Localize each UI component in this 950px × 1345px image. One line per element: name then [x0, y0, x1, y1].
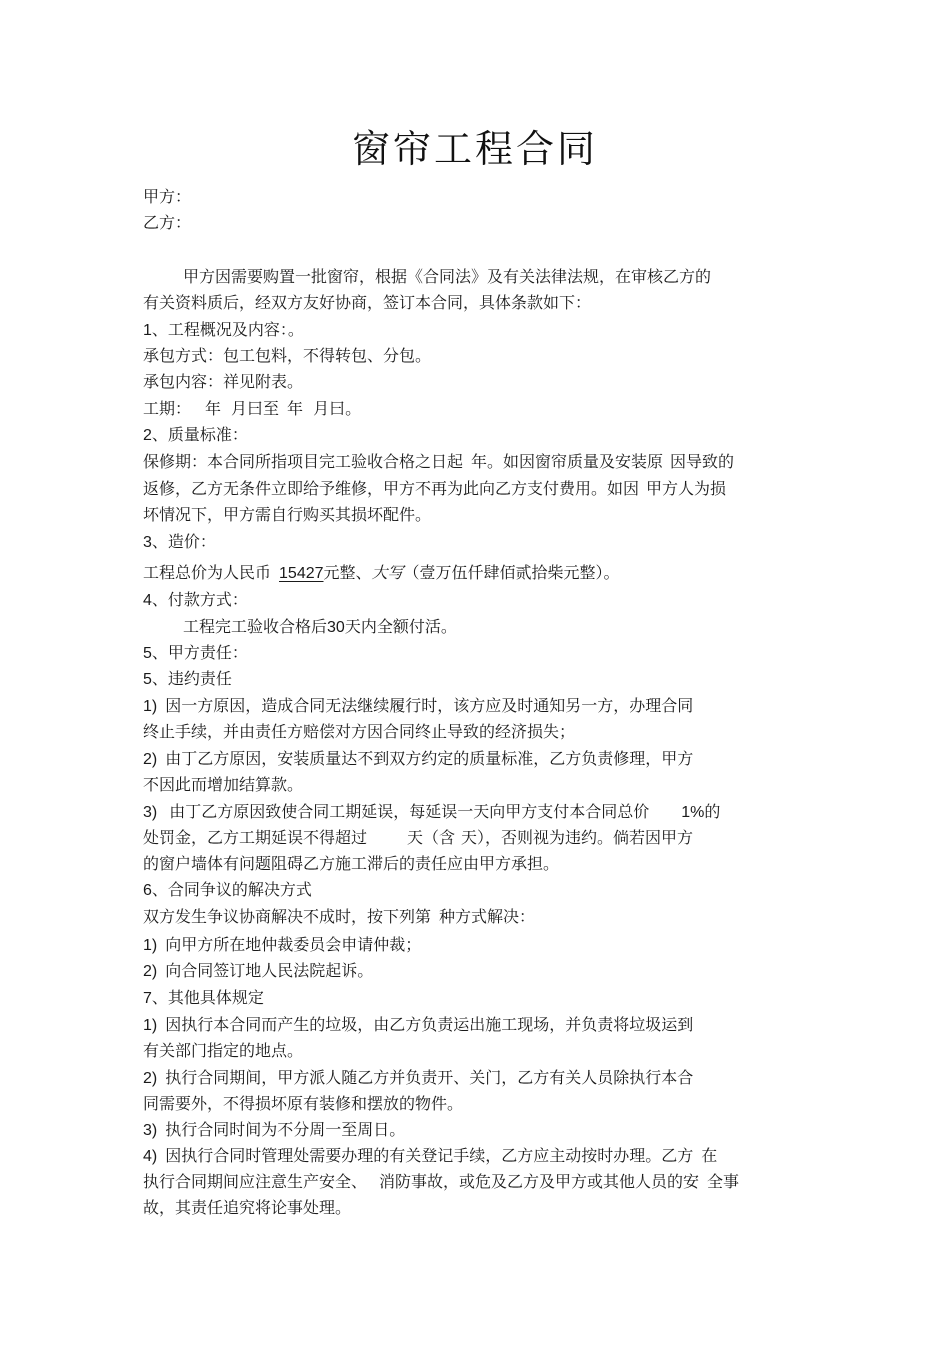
warranty-line-3: 坏情况下，甲方需自行购买其损坏配件。 [143, 505, 432, 524]
contract-content-line: 承包内容：祥见附表。 [143, 372, 304, 391]
rule-3-line: 3) 执行合同时间为不分周一至周日。 [143, 1120, 406, 1139]
section-3-heading: 3、造价： [143, 532, 216, 551]
rule-4-line-1: 4) 因执行合同时管理处需要办理的有关登记手续，乙方应主动按时办理。乙方 在 [143, 1146, 718, 1165]
intro-line-2: 有关资料质后，经双方友好协商，签订本合同，具体条款如下： [143, 293, 592, 312]
intro-line-1: 甲方因需要购置一批窗帘，根据《合同法》及有关法律法规，在审核乙方的 [183, 267, 712, 286]
section-2-heading: 2、质量标准： [143, 425, 248, 444]
breach-item-3-line-1: 3) 由丁乙方原因致使合同工期延误，每延误一天向甲方支付本合同总价 1%的 [143, 802, 721, 821]
contract-mode-line: 承包方式：包工包料，不得转包、分包。 [143, 346, 432, 365]
rule-2-line-1: 2) 执行合同期间，甲方派人随乙方并负责开、关门，乙方有关人员除执行本合 [143, 1068, 694, 1087]
section-7-heading: 7、其他具体规定 [143, 988, 264, 1007]
breach-item-2-line-2: 不因此而增加结算款。 [143, 775, 304, 794]
warranty-line-2: 返修，乙方无条件立即给予维修，甲方不再为此向乙方支付费用。如因 甲方人为损 [143, 479, 727, 498]
section-6-heading: 6、合同争议的解决方式 [143, 880, 312, 899]
party-b-line: 乙方： [143, 213, 192, 232]
rule-4-line-2: 执行合同期间应注意生产安全、 消防事故，或危及乙方及甲方或其他人员的安 全事 [143, 1172, 740, 1191]
dispute-option-1: 1) 向甲方所在地仲裁委员会申请仲裁； [143, 935, 422, 954]
party-a-line: 甲方： [143, 187, 192, 206]
payment-terms-line: 工程完工验收合格后30天内全额付活。 [183, 617, 457, 636]
total-price-value: 15427 [279, 565, 324, 582]
rule-1-line-2: 有关部门指定的地点。 [143, 1041, 304, 1060]
breach-item-2-line-1: 2) 由丁乙方原因，安装质量达不到双方约定的质量标准，乙方负责修理，甲方 [143, 749, 694, 768]
section-5a-heading: 5、甲方责任： [143, 643, 248, 662]
breach-item-1-line-1: 1) 因一方原因，造成合同无法继续履行时，该方应及时通知另一方，办理合同 [143, 696, 694, 715]
rule-4-line-3: 故，其责任追究将论事处理。 [143, 1198, 352, 1217]
construction-period-line: 工期： 年 月曰至 年 月曰。 [143, 399, 362, 418]
breach-item-3-line-2: 处罚金，乙方工期延误不得超过 天（含 天），否则视为违约。倘若因甲方 [143, 828, 694, 847]
section-5b-heading: 5、违约责任 [143, 669, 232, 688]
dispute-option-2: 2) 向合同签订地人民法院起诉。 [143, 961, 374, 980]
dispute-intro-line: 双方发生争议协商解决不成时，按下列第 种方式解决： [143, 907, 536, 926]
section-1-heading: 1、工程概况及内容：。 [143, 320, 304, 339]
breach-item-3-line-3: 的窗户墙体有问题阻碍乙方施工滞后的责任应由甲方承担。 [143, 854, 560, 873]
warranty-line-1: 保修期：本合同所指项目完工验收合格之日起 年。如因窗帘质量及安装原 因导致的 [143, 452, 735, 471]
total-price-line: 工程总价为人民币 15427元整、大写（壹万伍仟肆佰贰拾柴元整）。 [143, 563, 620, 582]
rule-1-line-1: 1) 因执行本合同而产生的垃圾，由乙方负责运出施工现场，并负责将垃圾运到 [143, 1015, 694, 1034]
document-title: 窗帘工程合同 [351, 127, 598, 171]
breach-item-1-line-2: 终止手续，并由责任方赔偿对方因合同终止导致的经济损失； [143, 722, 576, 741]
section-4-heading: 4、付款方式： [143, 590, 248, 609]
rule-2-line-2: 同需要外，不得损坏原有装修和摆放的物件。 [143, 1094, 464, 1113]
